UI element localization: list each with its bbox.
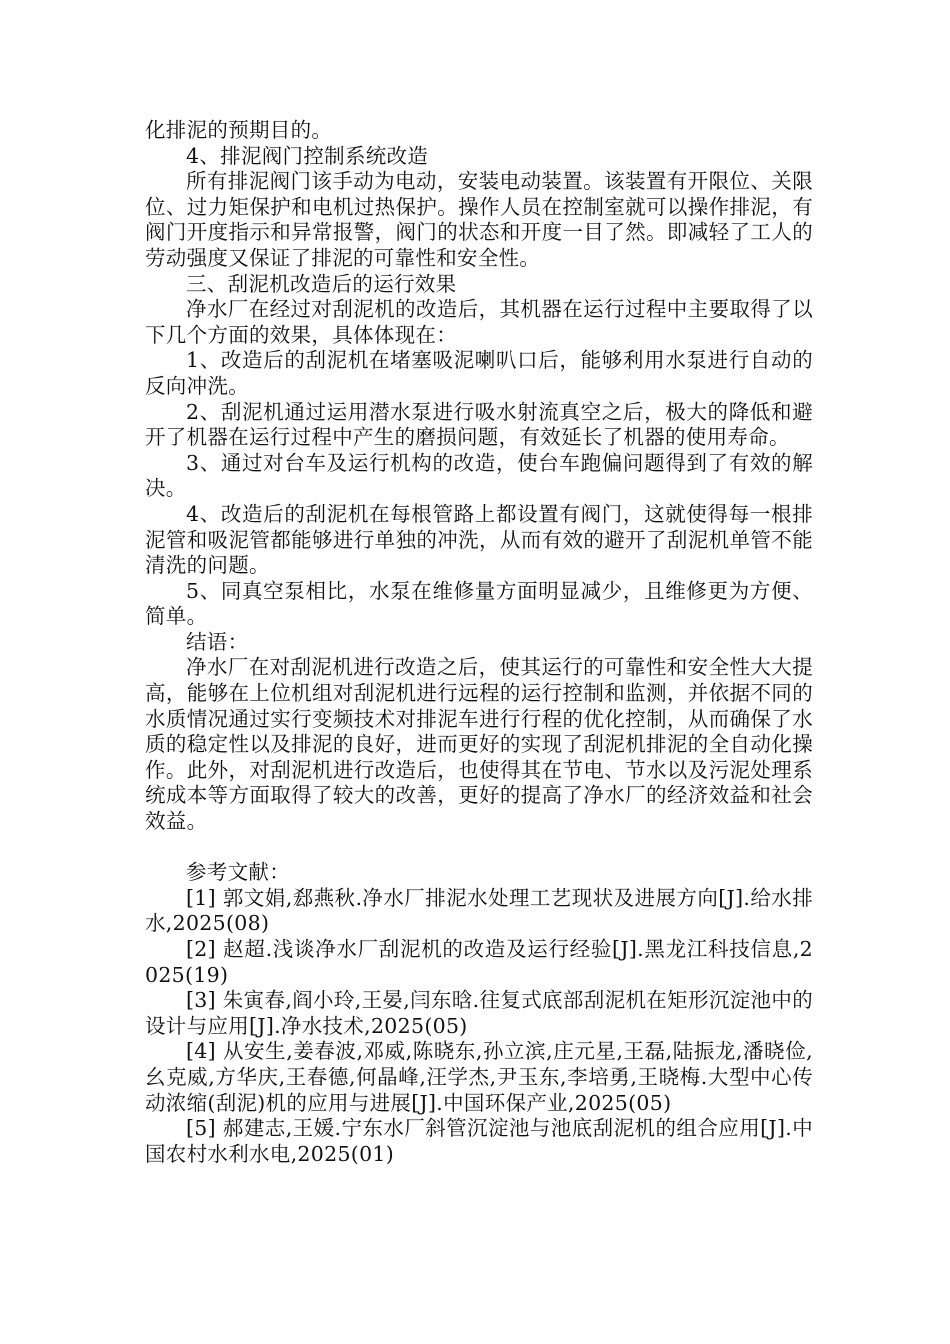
effect-item-1: 1、改造后的刮泥机在堵塞吸泥喇叭口后，能够利用水泵进行自动的反向冲洗。	[145, 348, 813, 398]
paragraph-continuation: 化排泥的预期目的。	[145, 118, 333, 142]
document-body	[145, 118, 813, 1167]
effect-item-4: 4、改造后的刮泥机在每根管路上都设置有阀门，这就使得每一根排泥管和吸泥管都能够进行单独的冲洗，从而有效的避开了刮泥机单管不能清洗的问题。	[145, 501, 813, 578]
paragraph-valve-control: 所有排泥阀门该手动为电动，安装电动装置。该装置有开限位、关限位、过力矩保护和电机过热保护。操作人员在控制室就可以操作排泥，有阀门开度指示和异常报警，阀门的状态和开度一目了然。即减轻了工人的劳动强度又保证了排泥的可靠性和安全性。	[145, 169, 813, 270]
effect-item-5: 5、同真空泵相比，水泵在维修量方面明显减少，且维修更为方便、简单。	[145, 578, 813, 629]
reference-item-3: [3] 朱寅春,阎小玲,王晏,闫东晗.往复式底部刮泥机在矩形沉淀池中的设计与应用[J].净水技术,2025(05)	[145, 988, 813, 1038]
conclusion-heading: 结语：	[186, 629, 249, 654]
reference-item-1: [1] 郭文娟,郄燕秋.净水厂排泥水处理工艺现状及进展方向[J].给水排水,2025(08)	[145, 885, 813, 936]
reference-item-5: [5] 郝建志,王媛.宁东水厂斜管沉淀池与池底刮泥机的组合应用[J].中国农村水利水电,2025(01)	[145, 1116, 813, 1166]
reference-item-4: [4] 从安生,姜春波,邓威,陈晓东,孙立滨,庄元星,王磊,陆振龙,潘晓俭,幺克威,方华庆,王春德,何晶峰,汪学杰,尹玉东,李培勇,王晓梅.大型中心传动浓缩(刮泥)机的应用与进展[J].中国环保产业,2025(05)	[145, 1039, 813, 1115]
paragraph-effects-intro: 净水厂在经过对刮泥机的改造后，其机器在运行过程中主要取得了以下几个方面的效果，具体体现在：	[145, 297, 813, 347]
effect-item-2: 2、刮泥机通过运用潜水泵进行吸水射流真空之后，极大的降低和避开了机器在运行过程中产生的磨损问题，有效延长了机器的使用寿命。	[145, 399, 813, 450]
section-heading-effects: 三、刮泥机改造后的运行效果	[186, 271, 457, 296]
reference-item-2: [2] 赵超.浅谈净水厂刮泥机的改造及运行经验[J].黑龙江科技信息,2025(19)	[145, 937, 813, 987]
section-heading-valve-control: 4、排泥阀门控制系统改造	[186, 143, 429, 168]
effect-item-3: 3、通过对台车及运行机构的改造，使台车跑偏问题得到了有效的解决。	[145, 450, 813, 501]
conclusion-paragraph: 净水厂在对刮泥机进行改造之后，使其运行的可靠性和安全性大大提高，能够在上位机组对刮泥机进行远程的运行控制和监测，并依据不同的水质情况通过实行变频技术对排泥车进行行程的优化控制，从而确保了水质的稳定性以及排泥的良好，进而更好的实现了刮泥机排泥的全自动化操作。此外，对刮泥机进行改造后，也使得其在节电、节水以及污泥处理系统成本等方面取得了较大的改善，更好的提高了净水厂的经济效益和社会效益。	[145, 655, 813, 834]
references-title: 参考文献：	[186, 860, 290, 885]
